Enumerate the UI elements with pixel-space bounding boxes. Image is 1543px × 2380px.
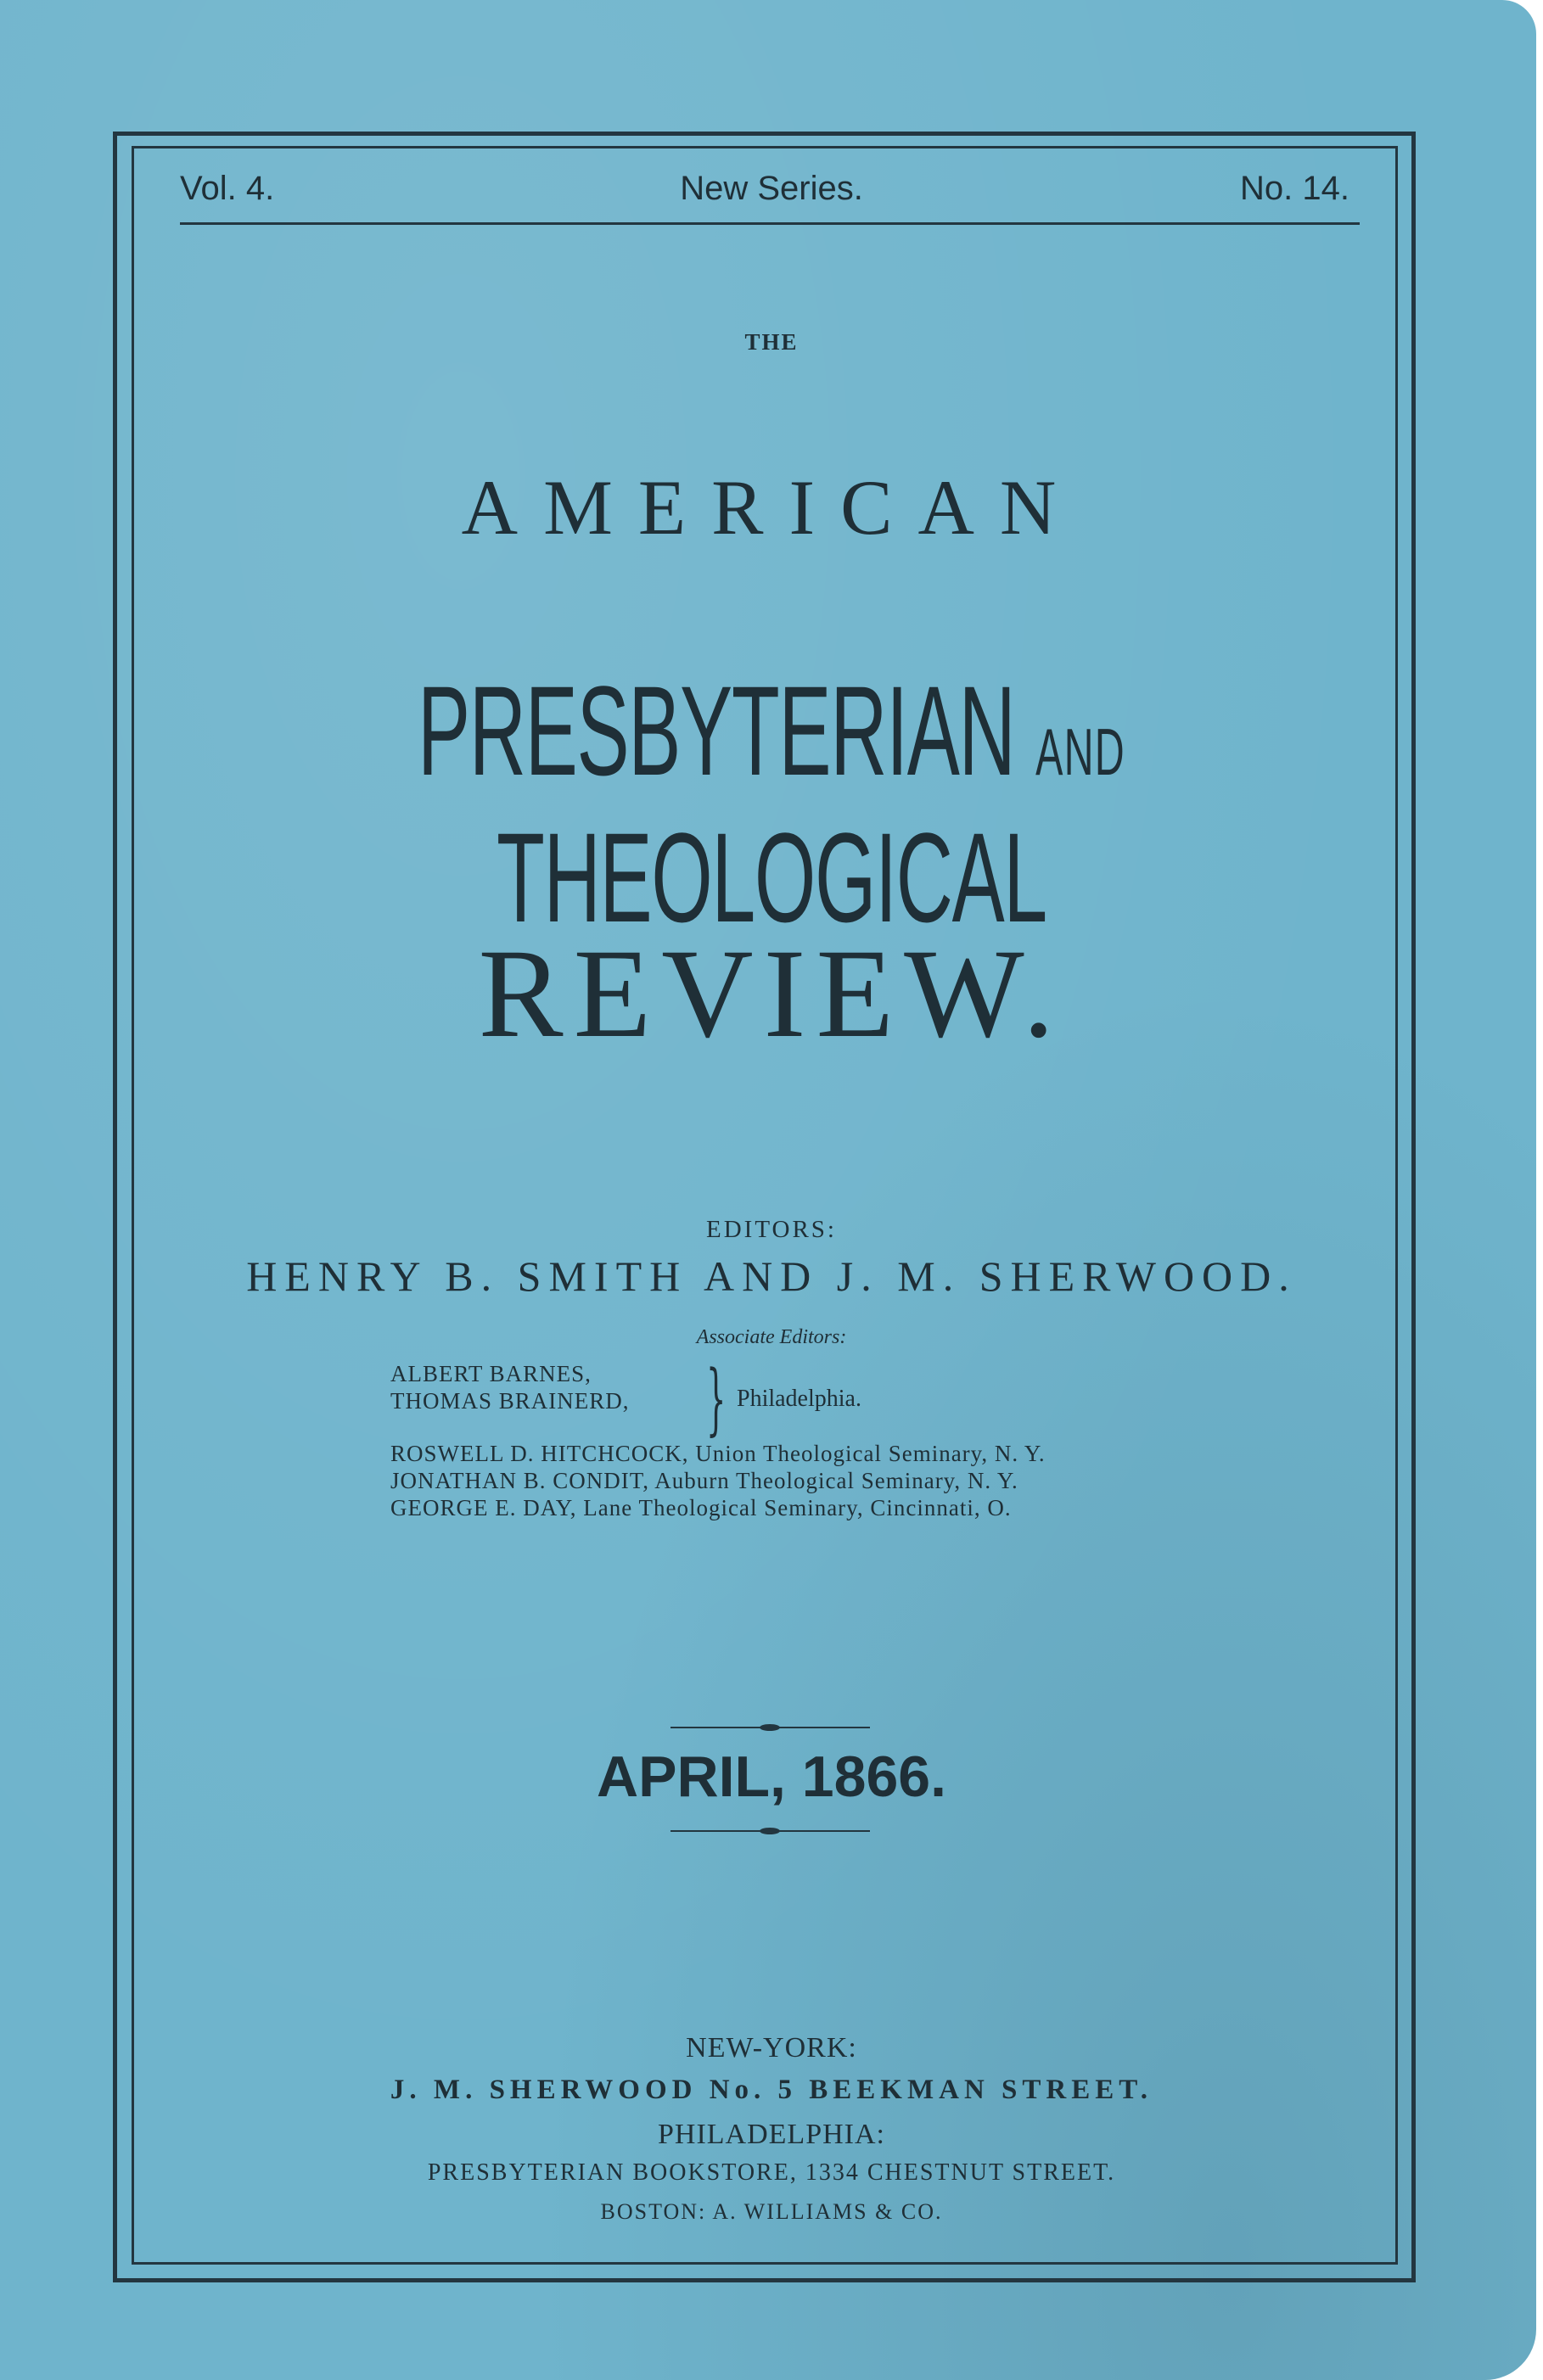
publisher-line-boston: BOSTON: A. WILLIAMS & CO. [600, 2199, 943, 2224]
title-presbyterian: PRESBYTERIAN [418, 659, 1015, 802]
publisher-line-newyork: J. M. SHERWOOD No. 5 BEEKMAN STREET. [390, 2075, 1153, 2105]
philadelphia-label: Philadelphia. [737, 1386, 861, 1412]
header-rule [180, 222, 1360, 225]
title-theological: THEOLOGICAL [497, 806, 1046, 949]
series-label: New Series. [680, 170, 863, 207]
title-the: THE [744, 329, 799, 355]
publisher-city-newyork: NEW-YORK: [686, 2032, 857, 2064]
number-label: No. 14. [1240, 170, 1349, 207]
associate-editors-label: Associate Editors: [696, 1326, 847, 1348]
title-american: AMERICAN [461, 464, 1082, 551]
brace-glyph: } [706, 1353, 727, 1444]
associate-other-3: GEORGE E. DAY, Lane Theological Seminary, Cincinnati, O. [390, 1495, 1012, 1520]
publisher-city-philadelphia: PHILADELPHIA: [658, 2119, 885, 2150]
associate-other-1: ROSWELL D. HITCHCOCK, Union Theological Seminary, N. Y. [390, 1441, 1046, 1466]
title-and: AND [1035, 714, 1125, 789]
associate-philadelphia-1: ALBERT BARNES, [390, 1361, 592, 1386]
volume-label: Vol. 4. [180, 170, 275, 207]
issue-date: APRIL, 1866. [597, 1744, 946, 1809]
title-review: REVIEW. [478, 923, 1065, 1064]
editors-names: HENRY B. SMITH AND J. M. SHERWOOD. [246, 1252, 1297, 1300]
editors-label: EDITORS: [706, 1216, 837, 1243]
associate-philadelphia-2: THOMAS BRAINERD, [390, 1388, 630, 1414]
publisher-line-philadelphia: PRESBYTERIAN BOOKSTORE, 1334 CHESTNUT STREET. [427, 2159, 1116, 2186]
title-main [293, 658, 1249, 951]
associate-other-2: JONATHAN B. CONDIT, Auburn Theological Seminary, N. Y. [390, 1468, 1018, 1493]
ornament-rule-top [671, 1724, 870, 1731]
ornament-rule-bottom [671, 1828, 870, 1834]
